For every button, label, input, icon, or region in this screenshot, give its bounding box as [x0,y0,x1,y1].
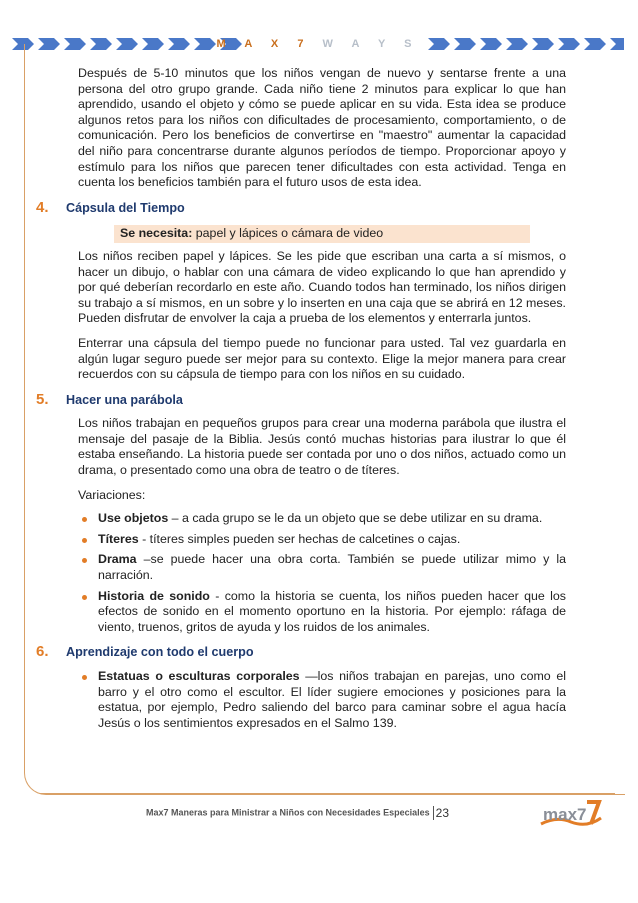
section-5-number: 5. [36,390,49,408]
footer-title: Max7 Maneras para Ministrar a Niños con Necesidades Especiales [146,807,430,818]
section-5-heading [36,392,566,409]
list-item-term: Historia de sonido [98,588,210,603]
logo-text: max7 [543,805,587,824]
section-4-paragraph-1: Los niños reciben papel y lápices. Se les pide que escriban una carta a sí mismos, o hacer un dibujo, o hablar con una cámara de video explicando lo que han aprendido y por qué deberían recordarlo en este año. Cuando todos han terminado, los niños dirigen su trabajo a sí mismos, en un sobre y lo inserten en una caja que se abrirá en 12 meses. Pueden disfrutar de envolver la caja a prueba de los elementos y enterrarla juntos. [78,248,566,326]
materials-needed-box [114,225,530,243]
list-item-term: Estatuas o esculturas corporales [98,669,300,683]
bullet-icon [82,675,87,680]
section-4-heading [36,200,566,217]
variations-list [36,511,566,635]
brand-max: M A X [216,38,287,50]
list-item-text: - como la historia se cuenta, los niños pueden hacer que los efectos de sonido en el momento oportuno en la historia. Por ejemplo: ráfaga de viento, truenos, gritos de ayuda y los ruidos de los animales. [98,588,566,634]
max7-logo [537,798,605,832]
list-item [36,511,566,527]
list-item-text: —los niños trabajan en parejas, uno como el barro y el otro como el escultor. El líder sugiere emociones y posiciones para la estatua, por ejemplo, Pedro saliendo del barco para caminar sobre el agua hacía Jesús o los sentimientos expresados en el Salmo 139. [98,669,566,730]
page-number: 23 [435,806,449,820]
brand-seven: 7 [297,38,312,50]
materials-needed-text: papel y lápices o cámara de video [192,226,384,241]
list-item-text: – a cada grupo se le da un objeto que se debe utilizar en su drama. [168,511,543,526]
intro-paragraph: Después de 5-10 minutos que los niños vengan de nuevo y sentarse frente a una persona del otro grupo grande. Cada niño tiene 2 minutos para explicar lo que han aprendido, usando el objeto y cómo se puede aplicar en su vida. Esta idea se produce algunos retos para los niños con dificultades de procesamiento, comportamiento, o de comunicación. Pero los beneficios de convertirse en "maestro" aumentar la capacidad del niño para concentrarse durante algunos períodos de tiempo. Proporcionar apoyo y estímulo para los niños que parecen tener dificultades con esta actividad. Tenga en cuenta los beneficios también para el futuro usos de esta idea. [78,66,566,190]
bullet-icon [82,595,87,600]
list-item-text: - títeres simples pueden ser hechas de calcetines o cajas. [138,531,461,546]
list-item-text: –se puede hacer una obra corta. También se puede utilizar mimo y la narración. [98,552,566,583]
section-6-title: Aprendizaje con todo el cuerpo [66,645,254,660]
list-item-term: Drama [98,552,137,567]
section-5-title: Hacer una parábola [66,392,183,407]
materials-needed-label: Se necesita: [120,226,193,241]
section-6-number: 6. [36,643,49,661]
variations-label: Variaciones: [78,487,146,502]
section-5-paragraph-1: Los niños trabajan en pequeños grupos para crear una moderna parábola que ilustra el mensaje del pasaje de la Biblia. Jesús contó muchas historias para ilustrar lo que él estaba enseñando. La historia puede ser contada por uno o dos niños, actuado como un drama, o presentado como una obra de teatro o de títeres. [78,416,566,478]
list-item [36,552,566,583]
page-footer [146,806,449,820]
list-item [36,532,566,548]
section-4-title: Cápsula del Tiempo [66,200,185,215]
whole-body-list [36,669,566,731]
list-item-term: Títeres [98,531,139,546]
page-frame-bottom [40,793,615,794]
list-item [36,669,566,731]
list-item-term: Use objetos [98,511,169,526]
bullet-icon [82,538,87,543]
section-4-paragraph-2: Enterrar una cápsula del tiempo puede no funcionar para usted. Tal vez guardarla en algún lugar seguro puede ser mejor para su contexto. Elige la mejor manera para crear recuerdos con su cápsula de tiempo para con los niños en su cuidado. [78,335,566,382]
bullet-icon [82,517,87,522]
bullet-icon [82,558,87,563]
page-content [36,66,566,736]
section-4-number: 4. [36,198,49,216]
brand-ways: W A Y S [322,38,420,50]
list-item [36,589,566,636]
section-6-heading [36,644,566,661]
